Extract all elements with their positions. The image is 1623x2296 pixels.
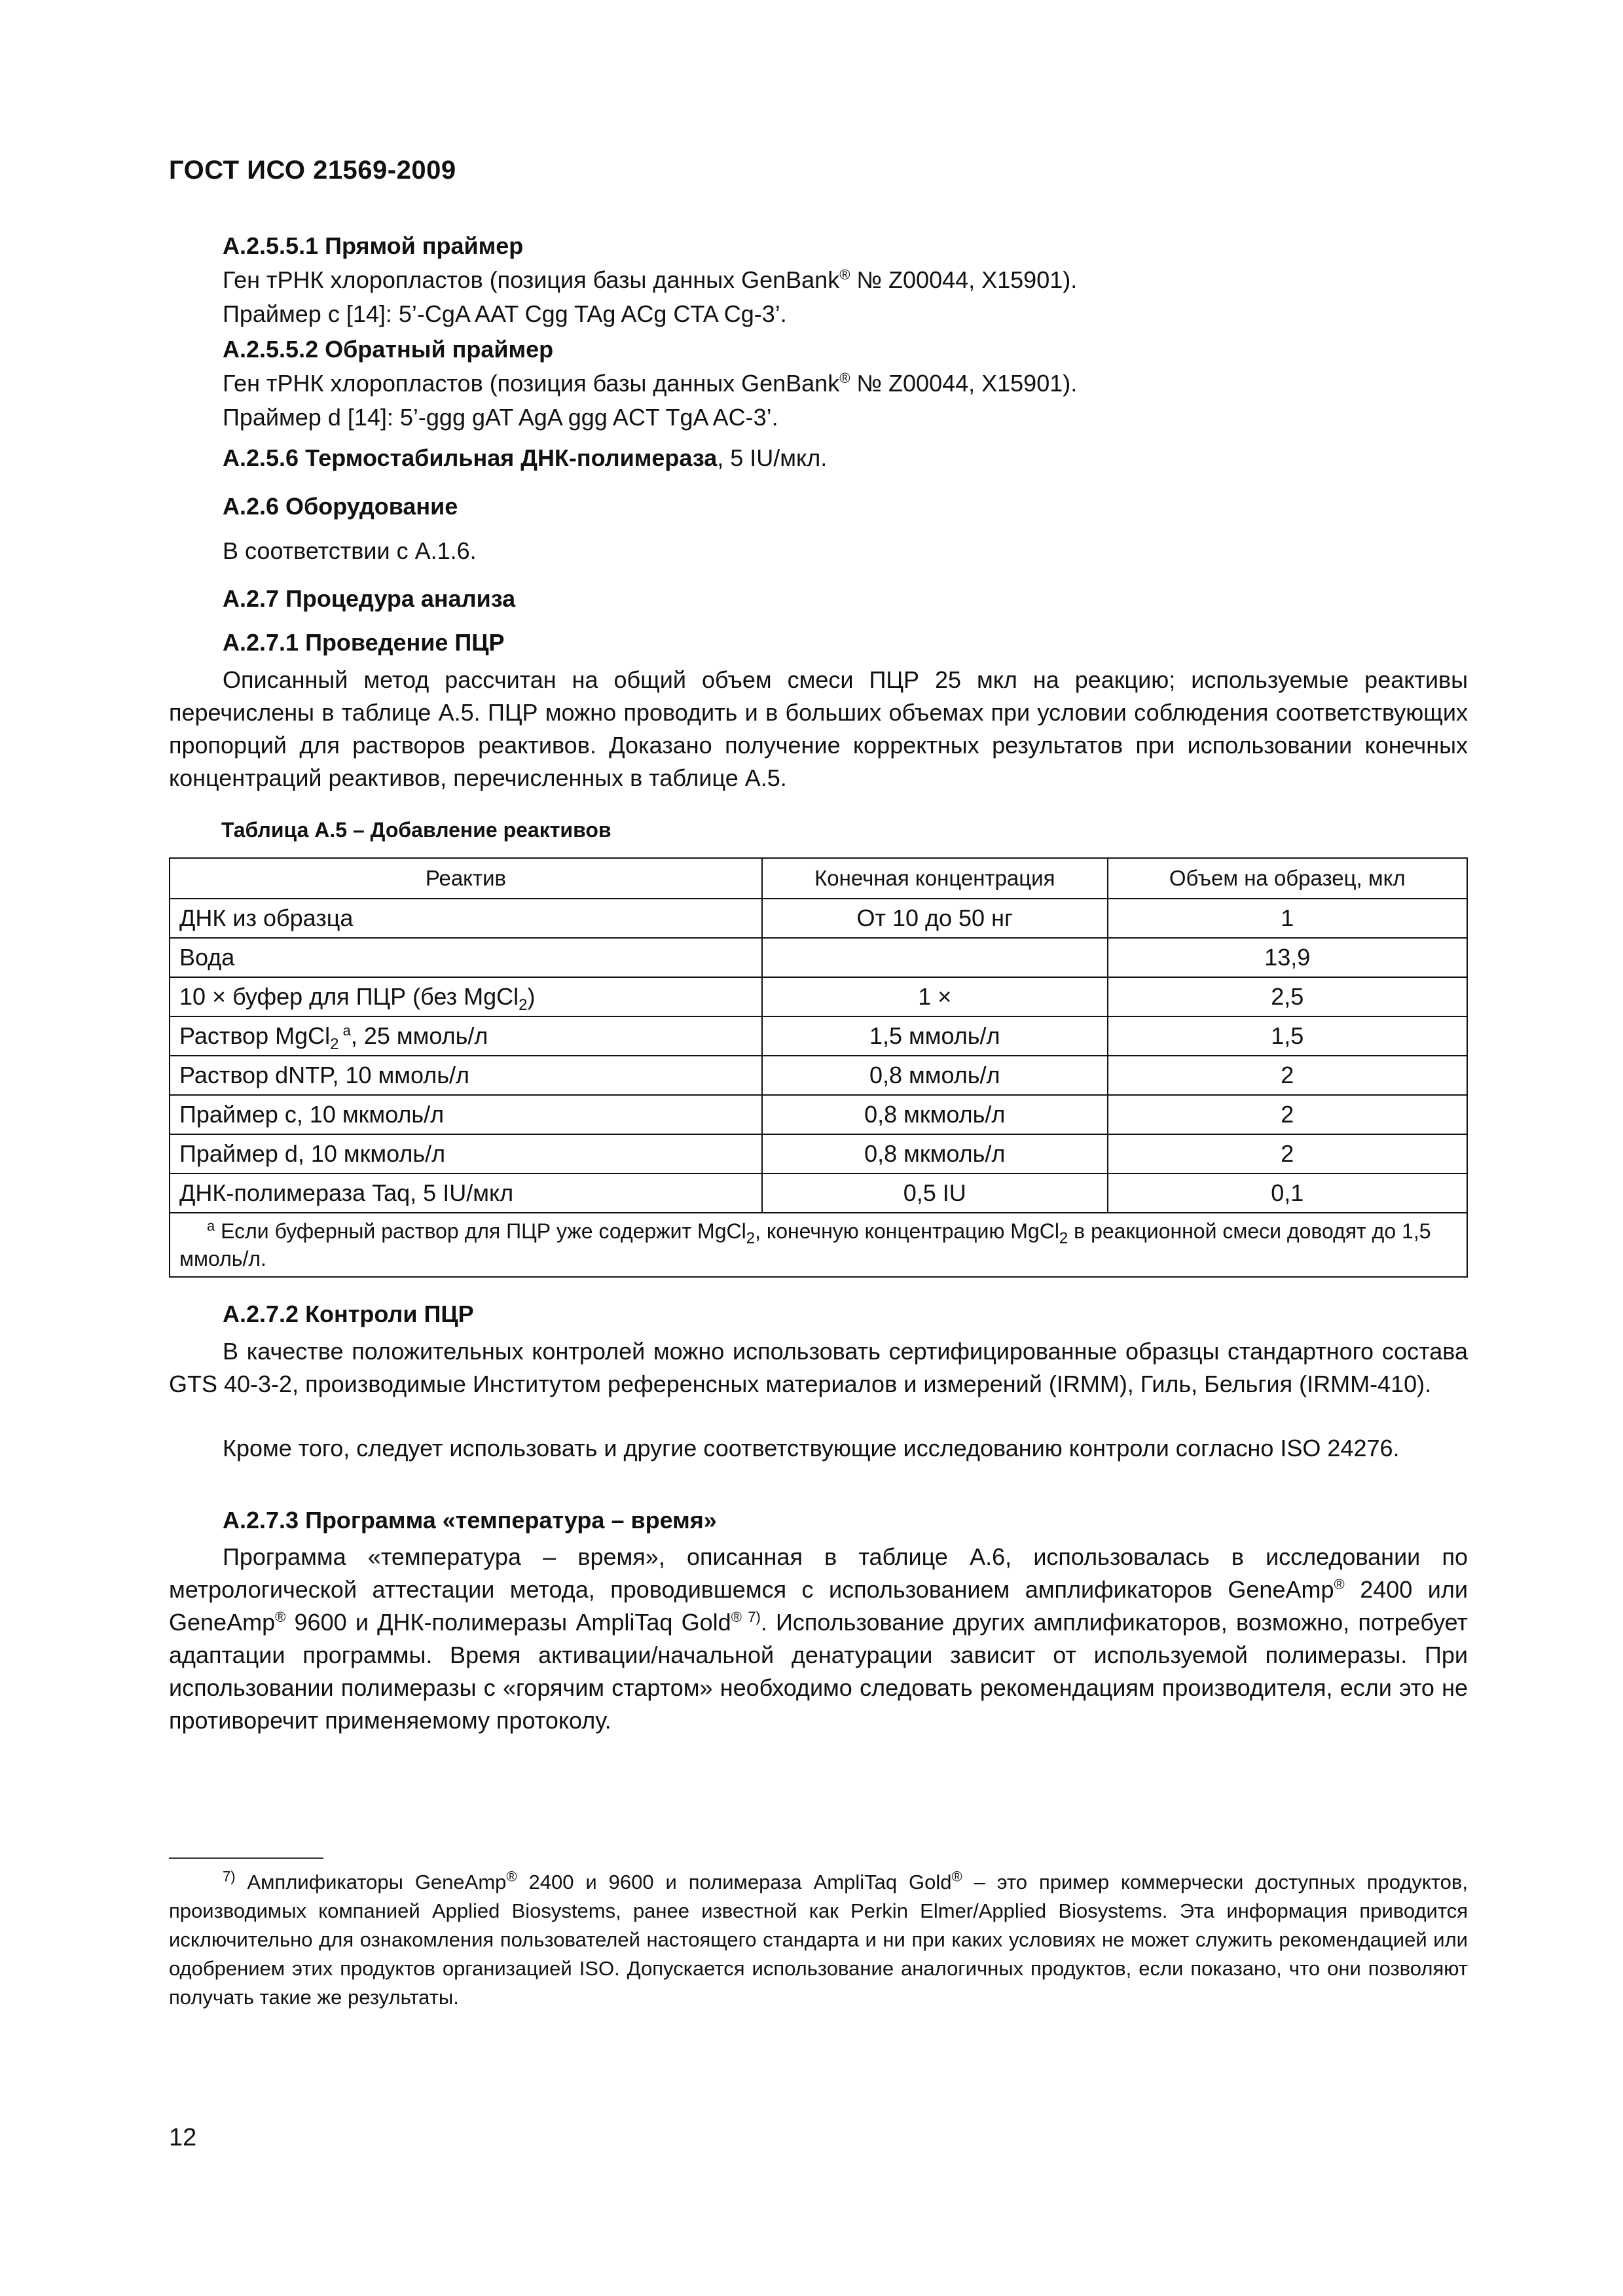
reagent-cell: ДНК-полимераза Taq, 5 IU/мкл: [170, 1174, 762, 1213]
document-header: ГОСТ ИСО 21569-2009: [169, 156, 456, 185]
section-a26-title: А.2.6 Оборудование: [223, 493, 458, 520]
section-a25552-line1: Ген тРНК хлоропластов (позиция базы данных GenBank® № Z00044, X15901).: [223, 370, 1078, 397]
volume-cell: 2: [1108, 1056, 1467, 1095]
section-a273-text: Программа «температура – время», описанная в таблице А.6, использовалась в исследовании по метрологической аттестации метода, проводившемся с использованием амплификаторов GeneAmp® 2400 или GeneAmp® 9600 и ДНК-полимеразы AmpliTaq Gold® $^{7)}$. Использование других амплификаторов, возможно, потребует адаптации программы. Время активации/начальной денатурации зависит от используемой полимеразы. При использовании полимеразы с «горячим стартом» необходимо следовать рекомендациям производителя, если это не противоречит применяемому протоколу.: [169, 1543, 1468, 1734]
concentration-cell: 0,8 ммоль/л: [762, 1056, 1108, 1095]
section-a2556: А.2.5.6 Термостабильная ДНК-полимераза, 5 IU/мкл.: [223, 444, 828, 471]
volume-cell: 1,5: [1108, 1016, 1467, 1056]
section-a271-title: А.2.7.1 Проведение ПЦР: [223, 629, 505, 656]
reagent-cell: Праймер d, 10 мкмоль/л: [170, 1134, 762, 1174]
concentration-cell: [762, 938, 1108, 977]
volume-cell: 2: [1108, 1095, 1467, 1134]
reagent-cell: Раствор dNTP, 10 ммоль/л: [170, 1056, 762, 1095]
section-a273-title: А.2.7.3 Программа «температура – время»: [223, 1507, 717, 1534]
footnote-reference: 7): [741, 1609, 761, 1625]
reagents-table: [169, 857, 1468, 1278]
volume-cell: 1: [1108, 899, 1467, 938]
table-caption: Таблица А.5 – Добавление реактивов: [221, 818, 611, 842]
table-row: [170, 1095, 1467, 1134]
table-row: [170, 977, 1467, 1016]
concentration-cell: От 10 до 50 нг: [762, 899, 1108, 938]
section-a272-p1: В качестве положительных контролей можно использовать сертифицированные образцы стандартного состава GTS 40-3-2, производимые Институтом референсных материалов и измерений (IRMM), Гиль, Бельгия (IRMM-410).: [169, 1338, 1468, 1397]
table-note-row: [170, 1213, 1467, 1277]
reagent-cell: 10 × буфер для ПЦР (без MgCl$_2$): [170, 977, 762, 1016]
section-a272-p2: Кроме того, следует использовать и другие соответствующие исследованию контроли согласно ISO 24276.: [223, 1435, 1400, 1462]
footnote-separator: [169, 1857, 323, 1859]
section-a25552: [169, 332, 1468, 435]
volume-cell: 2,5: [1108, 977, 1467, 1016]
primer-d-sequence: Праймер d [14]: 5’-ggg gAT AgA ggg ACT TgA AC-3’.: [223, 404, 778, 431]
concentration-cell: 0,8 мкмоль/л: [762, 1134, 1108, 1174]
reagent-cell: Раствор MgCl$_2$ $^a$, 25 ммоль/л: [170, 1016, 762, 1056]
table-row: [170, 1016, 1467, 1056]
concentration-cell: 1 ×: [762, 977, 1108, 1016]
table-row: [170, 1056, 1467, 1095]
section-a25551-line1: Ген тРНК хлоропластов (позиция базы данных GenBank® № Z00044, X15901).: [223, 266, 1078, 293]
column-header-volume: Объем на образец, мкл: [1108, 858, 1467, 899]
table-row: [170, 1174, 1467, 1213]
table-row: [170, 1134, 1467, 1174]
reagent-cell: ДНК из образца: [170, 899, 762, 938]
page-number: 12: [169, 2124, 197, 2151]
section-a25551-title: А.2.5.5.1 Прямой праймер: [223, 232, 524, 259]
volume-cell: 0,1: [1108, 1174, 1467, 1213]
reagent-cell: Праймер c, 10 мкмоль/л: [170, 1095, 762, 1134]
section-a271-text: Описанный метод рассчитан на общий объем смеси ПЦР 25 мкл на реакцию; используемые реактивы перечислены в таблице А.5. ПЦР можно проводить и в больших объемах при условии соблюдения соответствующих пропорций для растворов реактивов. Доказано получение корректных результатов при использовании конечных концентраций реактивов, перечисленных в таблице А.5.: [169, 666, 1468, 791]
concentration-cell: 0,8 мкмоль/л: [762, 1095, 1108, 1134]
primer-c-sequence: Праймер c [14]: 5’-CgA AAT Cgg TAg ACg CTA Cg-3’.: [223, 300, 787, 327]
section-a272-title: А.2.7.2 Контроли ПЦР: [223, 1300, 474, 1327]
column-header-reagent: Реактив: [170, 858, 762, 899]
volume-cell: 2: [1108, 1134, 1467, 1174]
section-a25551: [169, 229, 1468, 331]
footnote: $^{7)}$ Амплификаторы GeneAmp® 2400 и 9600 и полимераза AmpliTaq Gold® – это пример коммерчески доступных продуктов, производимых компанией Applied Biosystems, ранее известной как Perkin Elmer/Applied Biosystems. Эта информация приводится исключительно для ознакомления пользователей настоящего стандарта и ни при каких условиях не может служить рекомендацией или одобрением этих продуктов организацией ISO. Допускается использование аналогичных продуктов, если показано, что они позволяют получать такие же результаты.: [169, 1868, 1468, 2009]
table-header-row: [170, 858, 1467, 899]
table-row: [170, 938, 1467, 977]
table-row: [170, 899, 1467, 938]
column-header-concentration: Конечная концентрация: [762, 858, 1108, 899]
section-a26-text: В соответствии с А.1.6.: [223, 537, 477, 564]
section-a27-title: А.2.7 Процедура анализа: [223, 585, 516, 612]
reagent-cell: Вода: [170, 938, 762, 977]
volume-cell: 13,9: [1108, 938, 1467, 977]
section-a25552-title: А.2.5.5.2 Обратный праймер: [223, 336, 554, 363]
table-note: $^a$ Если буферный раствор для ПЦР уже содержит MgCl$_2$, конечную концентрацию MgCl$_2$ в реакционной смеси доводят до 1,5 ммоль/л.: [170, 1213, 1467, 1277]
concentration-cell: 0,5 IU: [762, 1174, 1108, 1213]
concentration-cell: 1,5 ммоль/л: [762, 1016, 1108, 1056]
